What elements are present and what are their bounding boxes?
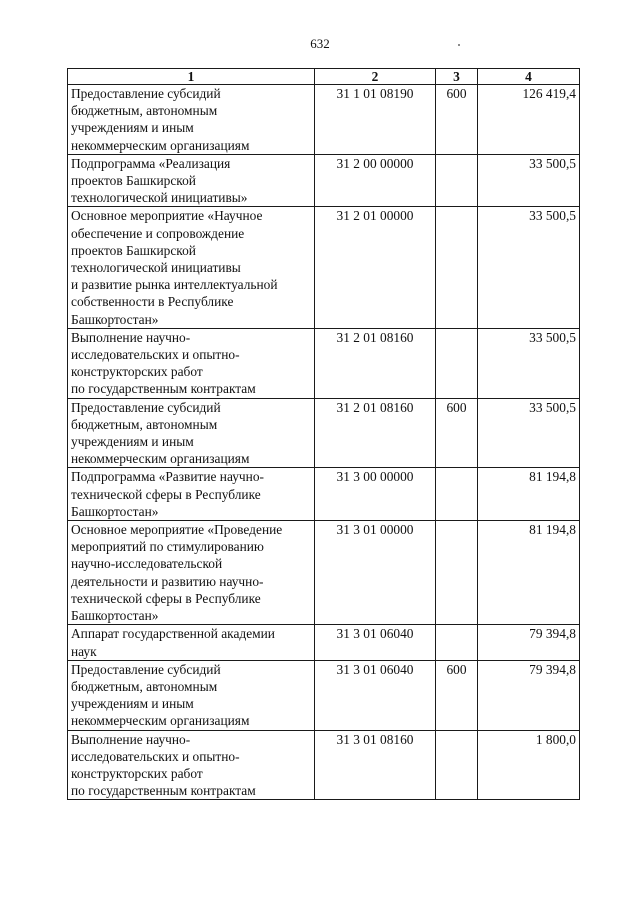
row-code-cell: 31 2 01 08160 <box>315 398 436 468</box>
row-name-cell: Предоставление субсидий бюджетным, автономным учреждениям и иным некоммерческим организациям <box>68 660 315 730</box>
column-header-3: 3 <box>436 69 478 85</box>
row-name-cell: Предоставление субсидий бюджетным, автономным учреждениям и иным некоммерческим организациям <box>68 398 315 468</box>
row-type-cell <box>436 468 478 521</box>
table-row <box>68 328 580 398</box>
table-row <box>68 207 580 328</box>
row-type-cell <box>436 154 478 207</box>
row-type-cell: 600 <box>436 660 478 730</box>
row-name-cell: Выполнение научно- исследовательских и опытно- конструкторских работ по государственным контрактам <box>68 730 315 800</box>
row-code-cell: 31 3 01 00000 <box>315 521 436 625</box>
row-code-cell: 31 2 00 00000 <box>315 154 436 207</box>
row-type-cell <box>436 328 478 398</box>
row-amount-cell: 126 419,4 <box>478 85 580 155</box>
row-code-cell: 31 2 01 08160 <box>315 328 436 398</box>
table-row <box>68 730 580 800</box>
row-name-cell: Предоставление субсидий бюджетным, автономным учреждениям и иным некоммерческим организациям <box>68 85 315 155</box>
table-row <box>68 154 580 207</box>
row-code-cell: 31 1 01 08190 <box>315 85 436 155</box>
row-amount-cell: 1 800,0 <box>478 730 580 800</box>
table-row <box>68 625 580 660</box>
row-amount-cell: 33 500,5 <box>478 154 580 207</box>
row-amount-cell: 33 500,5 <box>478 328 580 398</box>
row-name-cell: Аппарат государственной академии наук <box>68 625 315 660</box>
row-amount-cell: 81 194,8 <box>478 468 580 521</box>
row-amount-cell: 33 500,5 <box>478 207 580 328</box>
row-code-cell: 31 3 01 08160 <box>315 730 436 800</box>
table-row <box>68 468 580 521</box>
row-name-cell: Основное мероприятие «Научное обеспечение и сопровождение проектов Башкирской технологической инициативы и развитие рынка интеллектуальной собственности в Республике Башкортостан» <box>68 207 315 328</box>
row-amount-cell: 79 394,8 <box>478 660 580 730</box>
row-name-cell: Подпрограмма «Развитие научно- технической сферы в Республике Башкортостан» <box>68 468 315 521</box>
row-amount-cell: 79 394,8 <box>478 625 580 660</box>
column-header-2: 2 <box>315 69 436 85</box>
row-code-cell: 31 3 01 06040 <box>315 660 436 730</box>
table-body <box>68 85 580 800</box>
row-name-cell: Основное мероприятие «Проведение мероприятий по стимулированию научно-исследовательской деятельности и развитию научно- технической сферы в Республике Башкортостан» <box>68 521 315 625</box>
row-amount-cell: 33 500,5 <box>478 398 580 468</box>
row-type-cell: 600 <box>436 85 478 155</box>
row-code-cell: 31 2 01 00000 <box>315 207 436 328</box>
table-row <box>68 85 580 155</box>
row-name-cell: Выполнение научно- исследовательских и опытно- конструкторских работ по государственным контрактам <box>68 328 315 398</box>
header-row <box>68 69 580 85</box>
row-amount-cell: 81 194,8 <box>478 521 580 625</box>
table-row <box>68 660 580 730</box>
column-header-4: 4 <box>478 69 580 85</box>
row-type-cell: 600 <box>436 398 478 468</box>
page-number: 632 <box>310 36 330 51</box>
budget-table <box>67 68 580 800</box>
column-header-1: 1 <box>68 69 315 85</box>
row-type-cell <box>436 207 478 328</box>
scan-mark <box>458 44 460 46</box>
row-type-cell <box>436 730 478 800</box>
table-row <box>68 521 580 625</box>
row-type-cell <box>436 521 478 625</box>
row-code-cell: 31 3 01 06040 <box>315 625 436 660</box>
row-name-cell: Подпрограмма «Реализация проектов Башкирской технологической инициативы» <box>68 154 315 207</box>
row-code-cell: 31 3 00 00000 <box>315 468 436 521</box>
row-type-cell <box>436 625 478 660</box>
table-row <box>68 398 580 468</box>
